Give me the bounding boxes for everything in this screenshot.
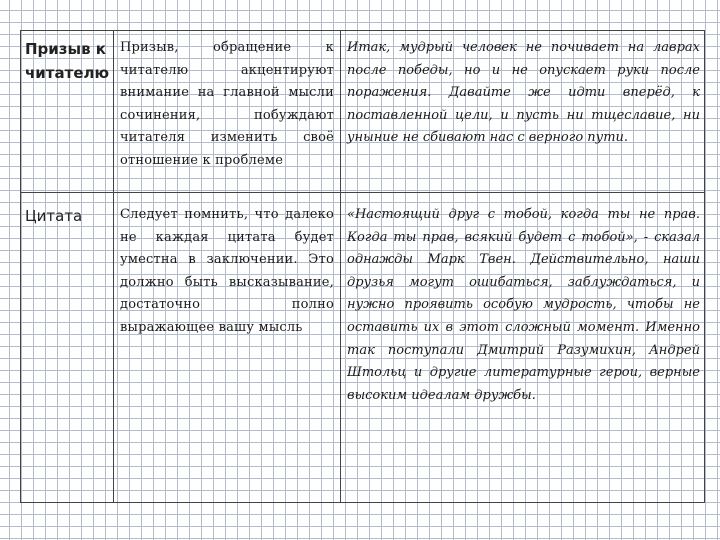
row-label-cell [21, 193, 113, 228]
row-label-cell [21, 31, 113, 85]
row-label: Призыв к читателю [25, 40, 110, 82]
example-cell [341, 31, 706, 150]
table-row-call-to-reader [21, 31, 704, 193]
row-description: Следует помнить, что далеко не каждая цитата будет уместна в заключении. Это должно быть высказывание, достаточно полно выражающее вашу мысль [120, 207, 334, 335]
example-cell [341, 193, 706, 407]
table-row-quote [21, 193, 704, 502]
description-cell [114, 31, 340, 173]
row-label: Цитата [25, 207, 83, 225]
row-example: Итак, мудрый человек не почивает на лаврах после победы, но и не опускает руки после поражения. Давайте же идти вперёд, к поставленной цели, и пусть ни тщеславие, ни уныние не сбивают нас с верного пути. [347, 40, 700, 146]
description-cell [114, 193, 340, 340]
row-example: «Настоящий друг с тобой, когда ты не прав. Когда ты прав, всякий будет с тобой», - сказал однажды Марк Твен. Действительно, наши друзья могут ошибаться, заблуждаться, и нужно проявить особую мудрость, чтобы не оставить их в этот сложный момент. Именно так поступали Дмитрий Разумихин, Андрей Штольц и другие литературные герои, верные высоким идеалам дружбы. [347, 207, 700, 403]
content-table [20, 30, 705, 503]
row-description: Призыв, обращение к читателю акцентируют внимание на главной мысли сочинения, побуждают читателя изменить своё отношение к проблеме [120, 40, 334, 168]
